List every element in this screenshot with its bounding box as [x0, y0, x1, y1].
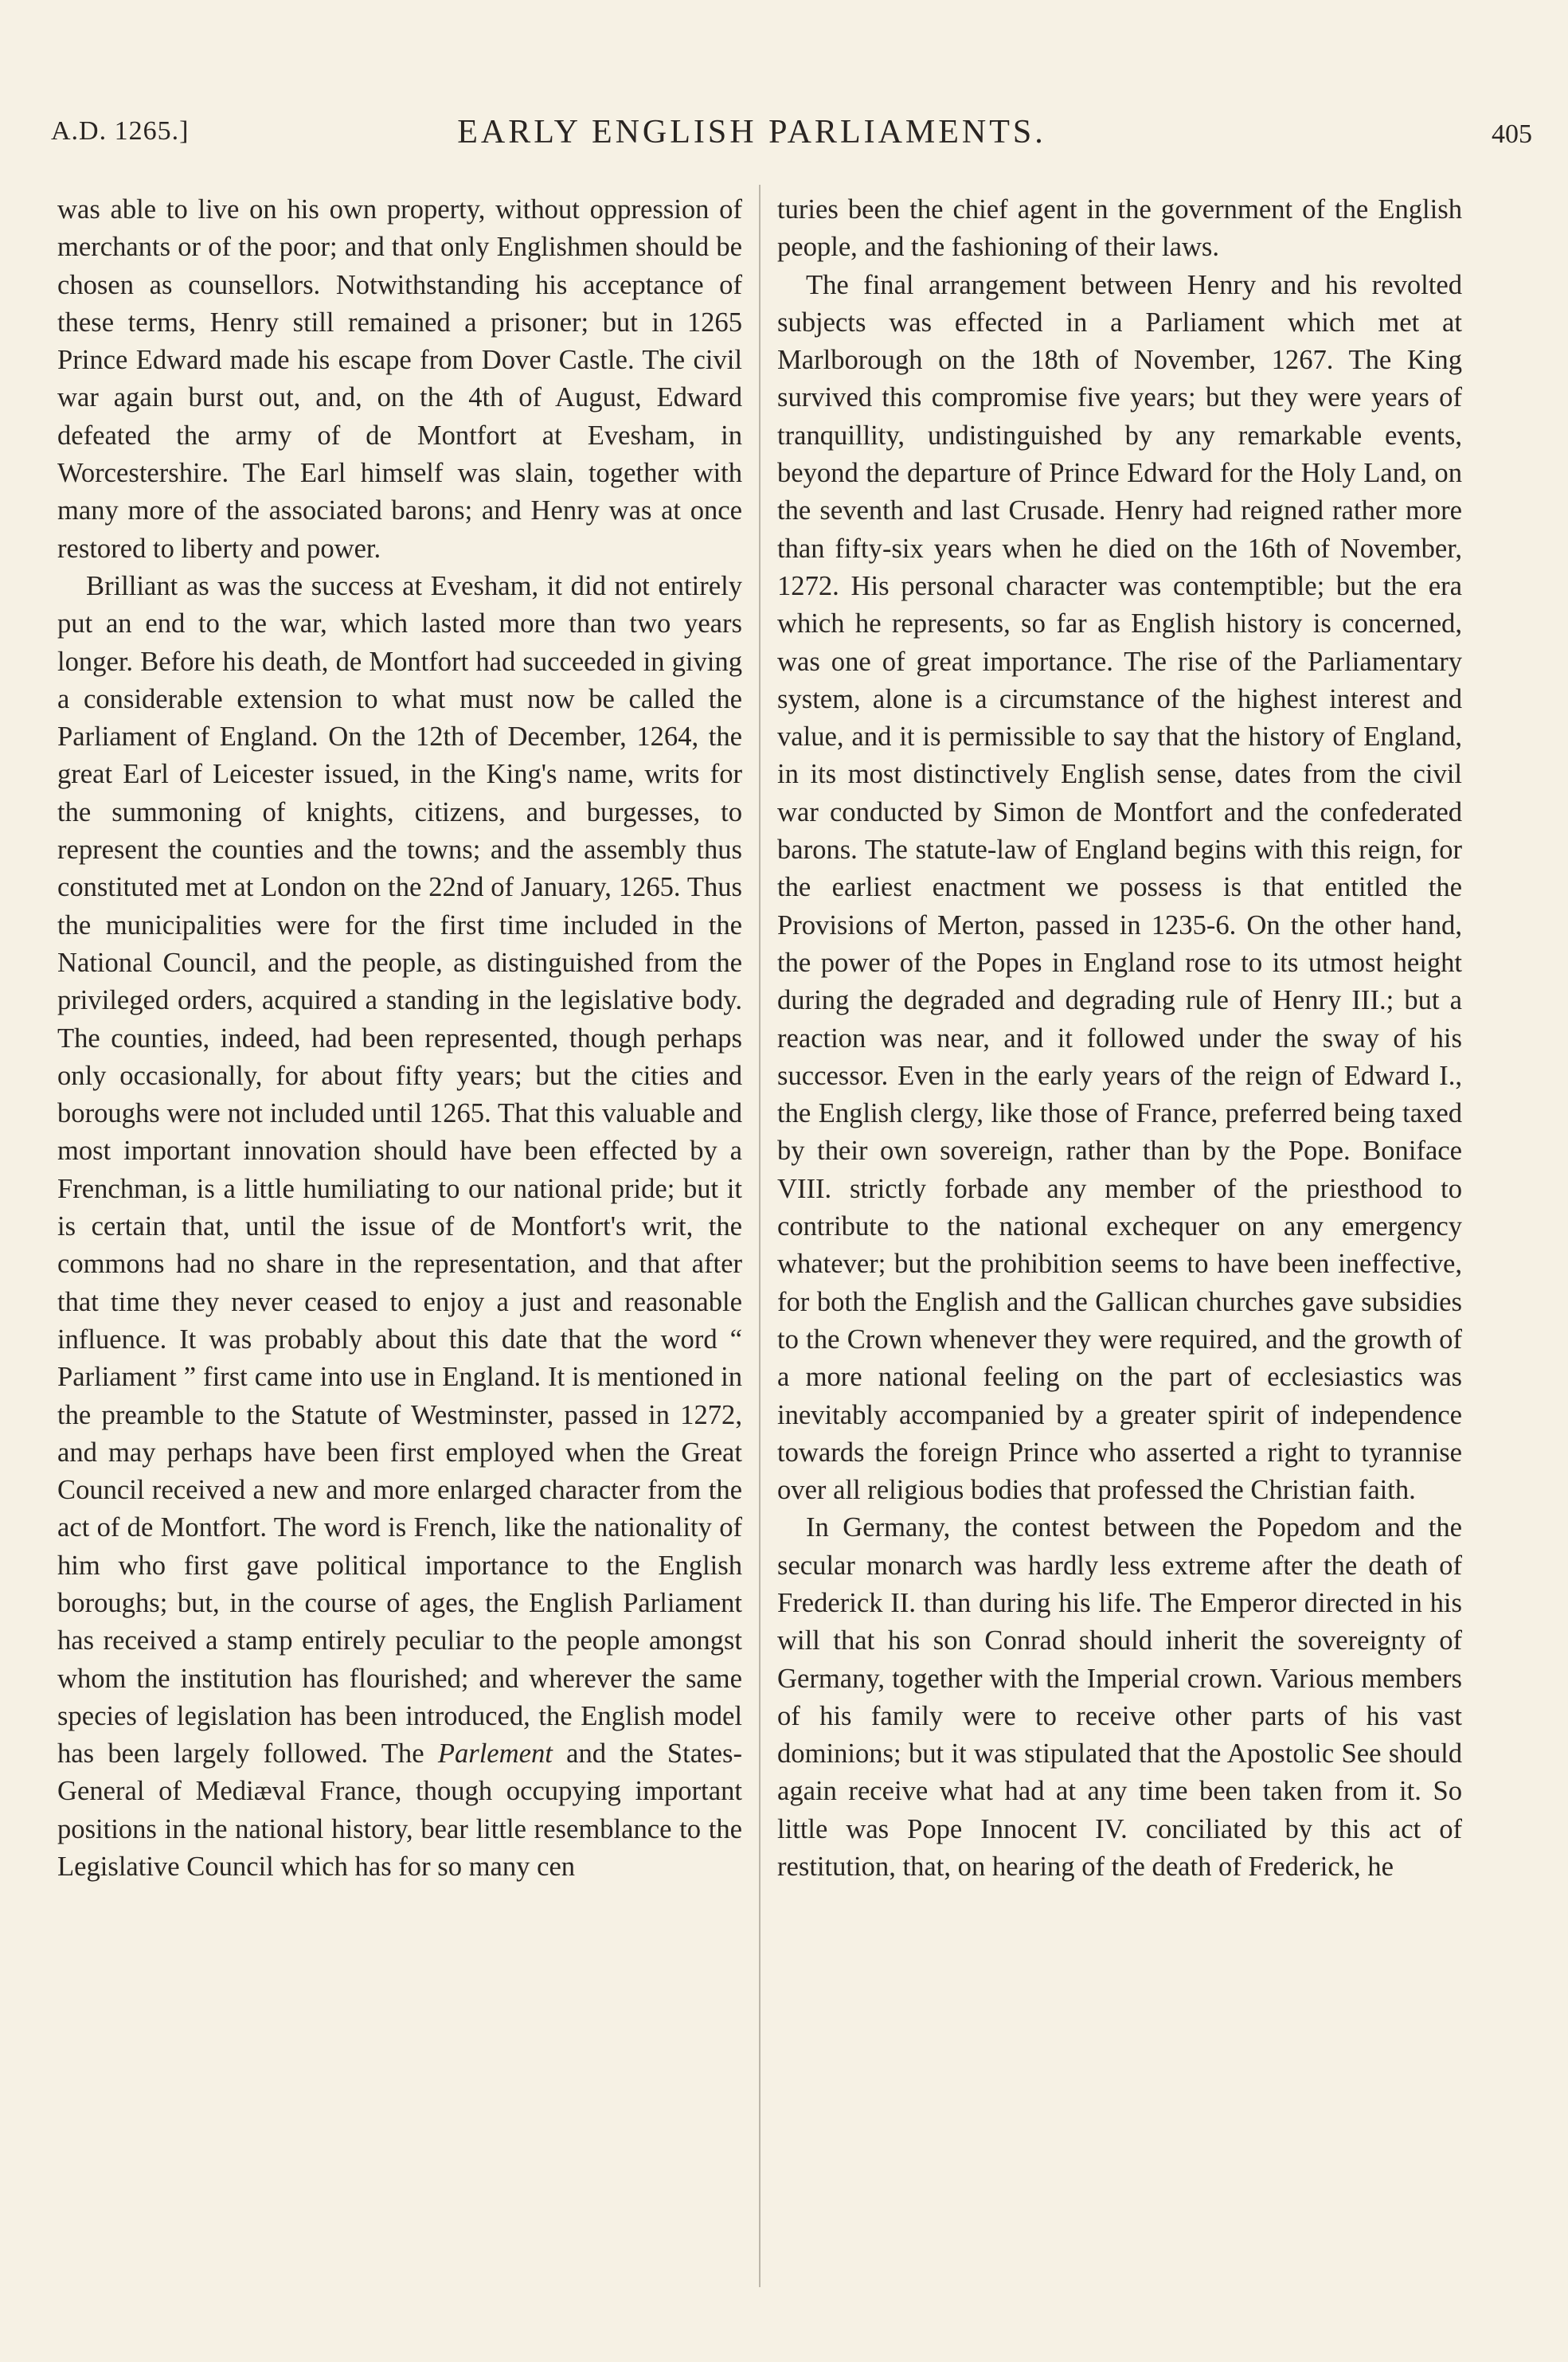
running-header — [51, 113, 1532, 154]
paragraph — [57, 568, 742, 1886]
header-title: EARLY ENGLISH PARLIAMENTS. — [457, 114, 1046, 151]
paragraph-text: Brilliant as was the success at Evesham, it did not entirely put an end to the war, which lasted more than two years longer. Before his death, de Montfort had succeeded in giving a considerable extension to what must now be called the Parliament of England. On the 12th of December, 1264, the great Earl of Leicester issued, in the King's name, writs for the summoning of knights, citizens, and burgesses, to represent the counties and the towns; and the assembly thus constituted met at London on the 22nd of January, 1265. Thus the municipalities were for the first time included in the National Council, and the people, as distinguished from the privileged orders, acquired a standing in the legislative body. The counties, indeed, had been represented, though perhaps only occasionally, for about fifty years; but the cities and boroughs were not included until 1265. That this valuable and most important innovation should have been effected by a Frenchman, is a little humiliating to our national pride; but it is certain that, until the issue of de Montfort's writ, the commons had no share in the representation, and that after that time they never ceased to enjoy a just and reasonable influence. It was probably about this date that the word “ Parliament ” first came into use in England. It is mentioned in the preamble to the Statute of Westminster, passed in 1272, and may perhaps have been first employed when the Great Council received a new and more enlarged character from the act of de Montfort. The word is French, like the nationality of him who first gave political importance to the English boroughs; but, in the course of ages, the English Parliament has received a stamp entirely peculiar to the people amongst whom the institution has flourished; and wherever the same species of legislation has been introduced, the English model has been largely followed. The — [57, 570, 742, 1770]
paragraph: turies been the chief agent in the government of the English people, and the fashioning of their laws. — [777, 194, 1462, 263]
right-column — [777, 191, 1462, 2294]
paragraph: The final arrangement between Henry and his revolted subjects was effected in a Parliament which met at Marlborough on the 18th of November, 1267. The King survived this compromise five years; but they were years of tranquillity, undistinguished by any remarkable events, beyond the departure of Prince Edward for the Holy Land, on the seventh and last Crusade. Henry had reigned rather more than fifty-six years when he died on the 16th of November, 1272. His personal character was contemptible; but the era which he represents, so far as English history is concerned, was one of great importance. The rise of the Parliamentary system, alone is a circumstance of the highest interest and value, and it is permissible to say that the history of England, in its most distinctively English sense, dates from the civil war conducted by Simon de Montfort and the confederated barons. The statute-law of England begins with this reign, for the earliest enactment we possess is that entitled the Provisions of Merton, passed in 1235-6. On the other hand, the power of the Popes in England rose to its utmost height during the degraded and degrading rule of Henry III.; but a reaction was near, and it followed under the sway of his successor. Even in the early years of the reign of Edward I., the English clergy, like those of France, preferred being taxed by their own sovereign, rather than by the Pope. Boniface VIII. strictly forbade any member of the priesthood to contribute to the national exchequer on any emergency whatever; but the prohibition seems to have been ineffective, for both the English and the Gallican churches gave subsidies to the Crown whenever they were required, and the growth of a more national feeling on the part of ecclesiastics was inevitably accompanied by a greater spirit of independence towards the foreign Prince who asserted a right to tyrannise over all religious bodies that professed the Christian faith. — [777, 269, 1462, 1506]
page-number: 405 — [1492, 119, 1532, 149]
header-date: A.D. 1265.] — [51, 116, 190, 146]
left-column — [57, 191, 742, 2294]
paragraph: was able to live on his own property, without oppression of merchants or of the poor; and that only Englishmen should be chosen as counsellors. Notwithstanding his acceptance of these terms, Henry still remained a prisoner; but in 1265 Prince Edward made his escape from Dover Castle. The civil war again burst out, and, on the 4th of August, Edward defeated the army of de Montfort at Evesham, in Worcestershire. The Earl himself was slain, together with many more of the associated barons; and Henry was at once restored to liberty and power. — [57, 194, 742, 564]
paragraph-text: and the States-General of Mediæval France, though occupying important positions in the national history, bear little resemblance to the Legislative Council which has for so many cen — [57, 1738, 742, 1883]
paragraph: In Germany, the contest between the Popedom and the secular monarch was hardly less extreme after the death of Frederick II. than during his life. The Emperor directed in his will that his son Conrad should inherit the sovereignty of Germany, together with the Imperial crown. Various members of his family were to receive other parts of his vast dominions; but it was stipulated that the Apostolic See should again receive what had at any time been taken from it. So little was Pope Innocent IV. conciliated by this act of restitution, that, on hearing of the death of Frederick, he — [777, 1512, 1462, 1883]
italic-word: Parlement — [437, 1738, 553, 1770]
column-divider — [759, 185, 761, 2287]
